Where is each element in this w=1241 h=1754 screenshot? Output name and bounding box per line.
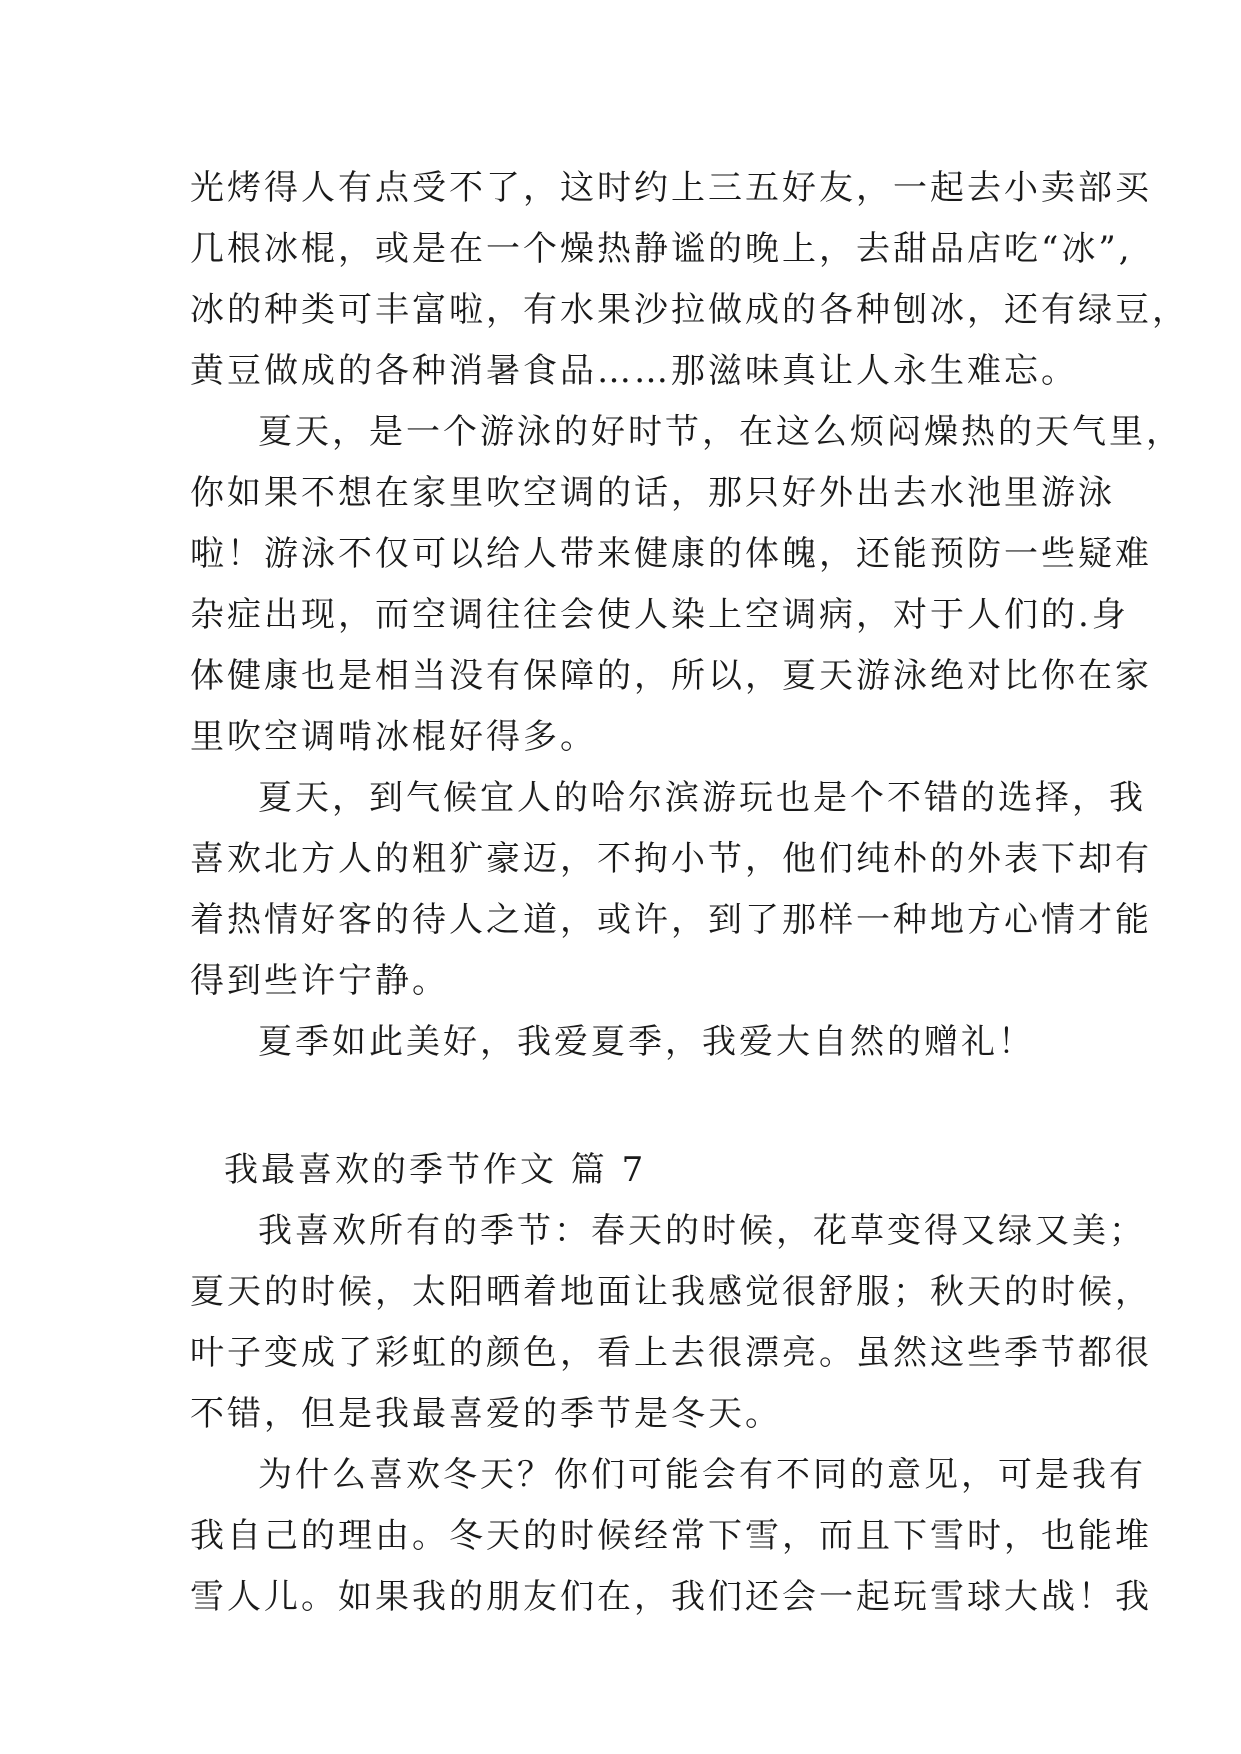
text-line: 夏天，到气候宜人的哈尔滨游玩也是个不错的选择，我 [258,778,1146,818]
text-line: 叶子变成了彩虹的颜色，看上去很漂亮。虽然这些季节都很 [190,1333,1152,1373]
paragraph-harbin [190,768,1152,1012]
text-line: 黄豆做成的各种消暑食品……那滋味真让人永生难忘。 [190,351,1078,391]
document-body [190,158,1189,1628]
text-line: 啦！游泳不仅可以给人带来健康的体魄，还能预防一些疑难 [190,534,1152,574]
paragraph-winter [190,1445,1152,1628]
text-line: 体健康也是相当没有保障的，所以，夏天游泳绝对比你在家 [190,656,1152,696]
text-line: 夏天的时候，太阳晒着地面让我感觉很舒服；秋天的时候， [190,1272,1152,1312]
text-line: 夏季如此美好，我爱夏季，我爱大自然的赠礼！ [258,1022,1035,1062]
text-line: 我喜欢所有的季节：春天的时候，花草变得又绿又美； [258,1211,1146,1251]
text-line: 你如果不想在家里吹空调的话，那只好外出去水池里游泳 [190,473,1115,513]
text-line: 雪人儿。如果我的朋友们在，我们还会一起玩雪球大战！我 [190,1577,1152,1617]
text-line: 光烤得人有点受不了，这时约上三五好友，一起去小卖部买 [190,168,1152,208]
paragraph-swim [190,402,1183,768]
text-line: 不错，但是我最喜爱的季节是冬天。 [190,1394,782,1434]
blank-gap [190,1073,1050,1140]
text-line: 冰的种类可丰富啦，有水果沙拉做成的各种刨冰，还有绿豆， [190,290,1189,330]
paragraph-ice [190,158,1189,402]
text-line: 我自己的理由。冬天的时候经常下雪，而且下雪时，也能堆 [190,1516,1152,1556]
text-line: 喜欢北方人的粗犷豪迈，不拘小节，他们纯朴的外表下却有 [190,839,1152,879]
text-line: 里吹空调啃冰棍好得多。 [190,717,597,757]
text-line: 几根冰棍，或是在一个燥热静谧的晚上，去甜品店吃“冰”, [190,229,1133,269]
paragraph-love [190,1012,1050,1073]
text-line: 夏天，是一个游泳的好时节，在这么烦闷燥热的天气里， [258,412,1183,452]
text-line: 着热情好客的待人之道，或许，到了那样一种地方心情才能 [190,900,1152,940]
paragraph-seasons [190,1201,1152,1445]
text-line: 得到些许宁静。 [190,961,449,1001]
text-line: 杂症出现，而空调往往会使人染上空调病，对于人们的.身 [190,595,1129,635]
text-line: 为什么喜欢冬天？你们可能会有不同的意见，可是我有 [258,1455,1146,1495]
section-heading: 我最喜欢的季节作文 篇 7 [224,1150,647,1190]
